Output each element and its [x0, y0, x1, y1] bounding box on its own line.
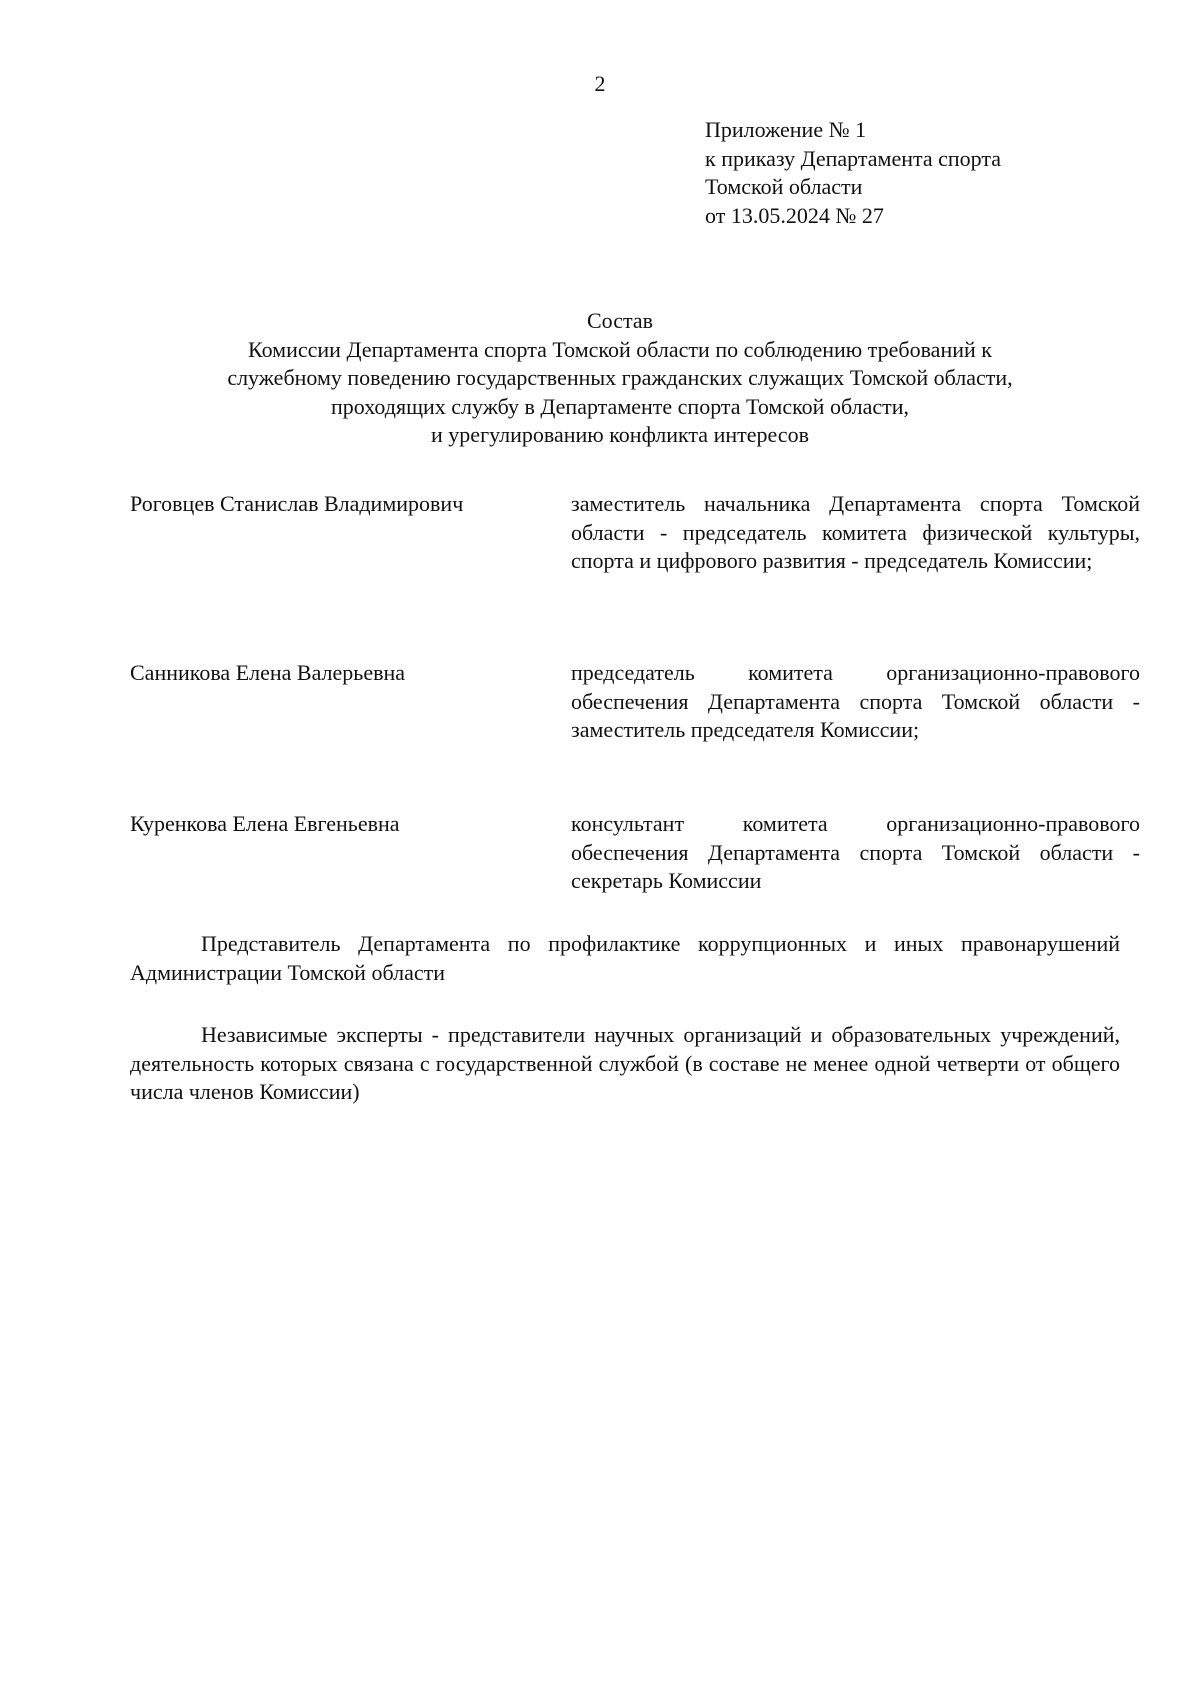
title-line: служебному поведению государственных гражданских служащих Томской области,: [227, 365, 1013, 390]
title-line: Состав: [586, 308, 654, 333]
title-line: проходящих службу в Департаменте спорта Томской области,: [331, 393, 909, 419]
member-name: Роговцев Станислав Владимирович: [130, 491, 464, 516]
member-role: консультант комитета организационно-правового обеспечения Департамента спорта Томской области - секретарь Комиссии: [571, 811, 1140, 893]
appendix-line: от 13.05.2024 № 27: [705, 202, 884, 228]
page-number: 2: [594, 71, 606, 96]
appendix-header: [705, 116, 1125, 230]
representative-paragraph: Представитель Департамента по профилактике коррупционных и иных правонарушений Администрации Томской области: [130, 931, 1120, 985]
appendix-line: Приложение № 1: [705, 117, 867, 142]
appendix-line: к приказу Департамента спорта: [705, 145, 1002, 171]
title-line: и урегулированию конфликта интересов: [431, 422, 809, 447]
member-name: Санникова Елена Валерьевна: [130, 660, 406, 685]
experts-paragraph: Независимые эксперты - представители научных организаций и образовательных учреждений, деятельность которых связана с государственной службой (в составе не менее одной четверти от общего числа членов Комиссии): [130, 1022, 1120, 1104]
member-role: заместитель начальника Департамента спорта Томской области - председатель комитета физической культуры, спорта и цифрового развития - председатель Комиссии;: [571, 491, 1140, 573]
appendix-line: Томской области: [705, 174, 863, 199]
member-role: председатель комитета организационно-правового обеспечения Департамента спорта Томской области - заместитель председателя Комиссии;: [571, 660, 1140, 742]
document-title: [140, 307, 1100, 450]
title-line: Комиссии Департамента спорта Томской области по соблюдению требований к: [248, 336, 992, 362]
member-name: Куренкова Елена Евгеньевна: [130, 811, 400, 836]
